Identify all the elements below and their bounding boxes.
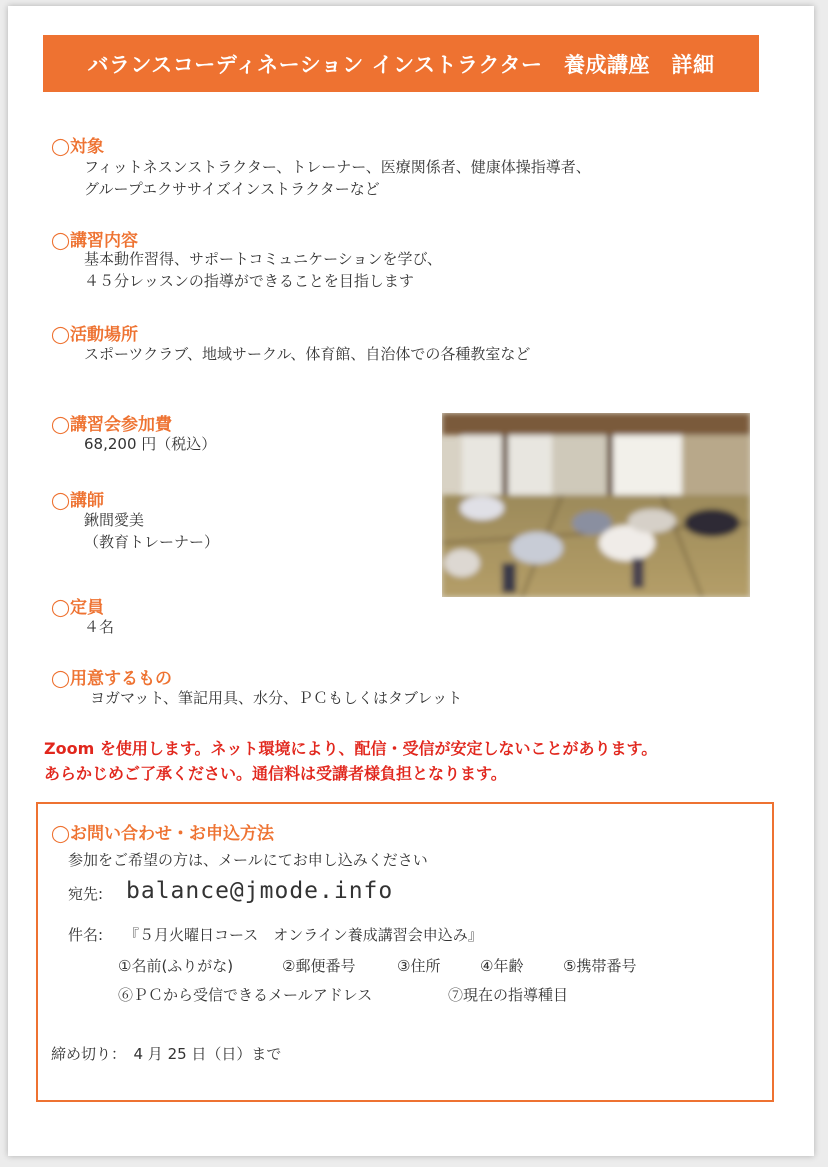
subject-label: 件名: <box>68 926 104 944</box>
items-line-1: ヨガマット、筆記用具、水分、ＰＣもしくはタブレット <box>90 689 463 707</box>
to-label: 宛先: <box>68 885 104 903</box>
field-discipline: ⑦現在の指導種目 <box>448 986 569 1004</box>
page-title: バランスコーディネーション インストラクター 養成講座 詳細 <box>87 52 715 77</box>
target-line-2: グループエクササイズインストラクターなど <box>84 180 380 198</box>
content-heading: ◯講習内容 <box>51 231 139 251</box>
notice-line-2: あらかじめご了承ください。通信料は受講者様負担となります。 <box>44 764 507 783</box>
content-line-1: 基本動作習得、サポートコミュニケーションを学び、 <box>84 250 442 268</box>
items-heading: ◯用意するもの <box>51 669 173 689</box>
field-phone: ⑤携帯番号 <box>563 957 637 975</box>
capacity-line-1: ４名 <box>84 618 115 636</box>
capacity-heading: ◯定員 <box>51 598 105 618</box>
contact-email[interactable]: balance@jmode.info <box>126 878 394 904</box>
subject-text: 『５月火曜日コース オンライン養成講習会申込み』 <box>124 926 483 944</box>
field-address: ③住所 <box>397 957 441 975</box>
page-title-banner <box>43 35 759 92</box>
fee-line-1: 68,200 円（税込） <box>84 435 217 453</box>
instructor-heading: ◯講師 <box>51 491 105 511</box>
field-name: ①名前(ふりがな) <box>118 957 234 975</box>
content-line-2: ４５分レッスンの指導ができることを目指します <box>84 272 414 290</box>
contact-heading: ◯お問い合わせ・お申込方法 <box>51 824 275 844</box>
field-age: ④年齢 <box>480 957 524 975</box>
target-line-1: フィットネスンストラクター、トレーナー、医療関係者、健康体操指導者、 <box>84 158 591 176</box>
venue-line-1: スポーツクラブ、地域サークル、体育館、自治体での各種教室など <box>84 345 531 363</box>
deadline-text: 締め切り： 4 月 25 日（日）まで <box>51 1045 282 1063</box>
field-postal: ②郵便番号 <box>282 957 356 975</box>
notice-line-1: Zoom を使用します。ネット環境により、配信・受信が安定しないことがあります。 <box>44 739 658 758</box>
field-email: ⑥ＰＣから受信できるメールアドレス <box>118 986 373 1004</box>
instructor-line-2: （教育トレーナー） <box>84 533 220 551</box>
class-photo <box>442 413 750 597</box>
fee-heading: ◯講習会参加費 <box>51 415 173 435</box>
instructor-line-1: 鍬間愛美 <box>84 511 145 529</box>
venue-heading: ◯活動場所 <box>51 325 139 345</box>
contact-intro: 参加をご希望の方は、メールにてお申し込みください <box>68 851 428 869</box>
target-heading: ◯対象 <box>51 137 105 157</box>
